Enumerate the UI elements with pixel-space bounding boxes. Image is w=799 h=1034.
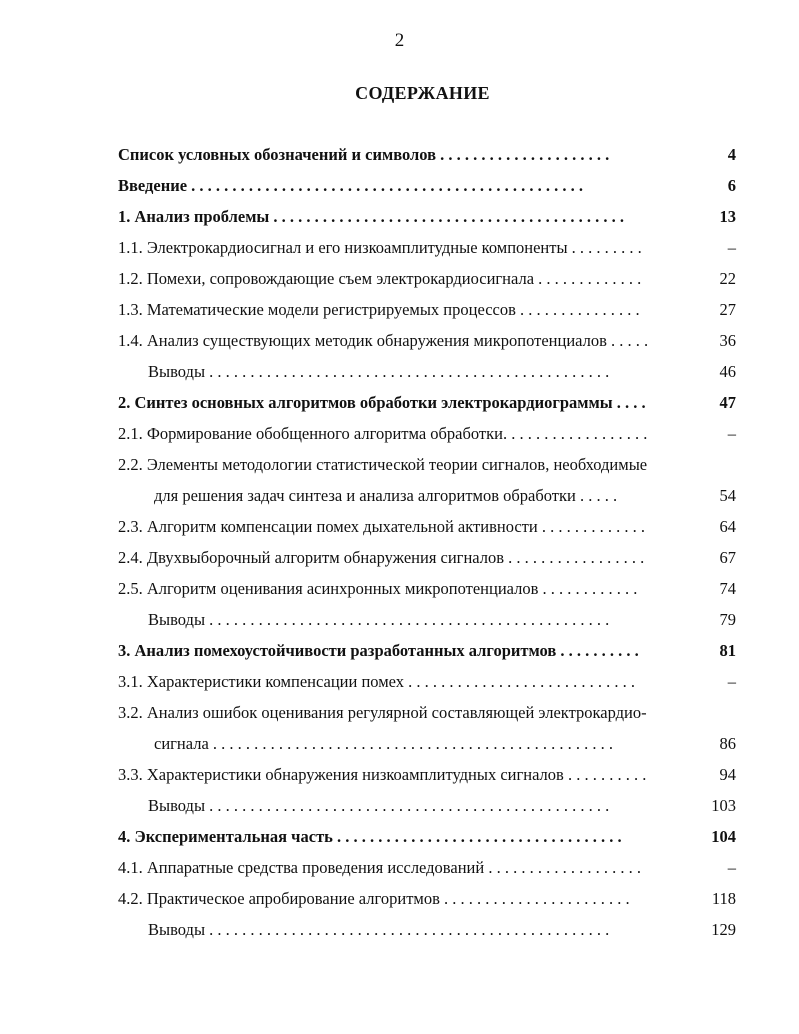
toc-row	[118, 543, 736, 574]
toc-entry-page: –	[727, 424, 736, 443]
toc-entry-page: 74	[719, 579, 736, 598]
toc-entry-page: 104	[711, 827, 736, 846]
toc-row	[118, 202, 736, 233]
toc-entry-page: –	[727, 238, 736, 257]
toc-entry-page: 46	[719, 362, 736, 381]
toc-entry-text: сигнала . . . . . . . . . . . . . . . . . . . . . . . . . . . . . . . . . . . . . . . . . . . . . . . . .	[154, 734, 614, 753]
toc-entry-text: 4.1. Аппаратные средства проведения исследований . . . . . . . . . . . . . . . . . . .	[118, 858, 641, 877]
document-title: СОДЕРЖАНИЕ	[355, 83, 490, 103]
toc-entry-page: 118	[711, 889, 736, 908]
toc-row	[118, 326, 736, 357]
toc-entry-text: 4.2. Практическое апробирование алгоритмов . . . . . . . . . . . . . . . . . . . . . . .	[118, 889, 630, 908]
toc-entry-text: 3.2. Анализ ошибок оценивания регулярной составляющей электрокардио-	[118, 703, 647, 722]
toc-row	[118, 667, 736, 698]
toc-row	[118, 388, 736, 419]
toc-row	[118, 605, 736, 636]
toc-row	[118, 357, 736, 388]
toc-row	[118, 140, 736, 171]
toc-entry-page: 6	[727, 176, 736, 195]
toc-entry-page: –	[727, 858, 736, 877]
toc-entry-page: 64	[719, 517, 736, 536]
toc-entry-page: 22	[719, 269, 736, 288]
toc-row	[118, 853, 736, 884]
toc-entry-page: 27	[719, 300, 736, 319]
toc-row	[118, 822, 736, 853]
toc-row	[118, 450, 736, 481]
toc-entry-text: 2. Синтез основных алгоритмов обработки электрокардиограммы . . . .	[118, 393, 646, 412]
toc-entry-page: 54	[719, 486, 736, 505]
toc-entry-text: 3. Анализ помехоустойчивости разработанных алгоритмов . . . . . . . . . .	[118, 641, 639, 660]
toc-row	[118, 698, 736, 729]
toc-row	[118, 636, 736, 667]
toc-row	[118, 419, 736, 450]
toc-entry-text: 1.2. Помехи, сопровождающие съем электрокардиосигнала . . . . . . . . . . . . .	[118, 269, 642, 288]
toc-entry-page: 67	[719, 548, 736, 567]
toc-row	[118, 574, 736, 605]
toc-entry-text: Выводы . . . . . . . . . . . . . . . . . . . . . . . . . . . . . . . . . . . . . . . . . . . . . . . . .	[148, 920, 610, 939]
toc-entry-page: 129	[711, 920, 736, 939]
toc-row	[118, 791, 736, 822]
toc-entry-page: 86	[719, 734, 736, 753]
toc-entry-text: Выводы . . . . . . . . . . . . . . . . . . . . . . . . . . . . . . . . . . . . . . . . . . . . . . . . .	[148, 796, 610, 815]
toc-row	[118, 481, 736, 512]
toc-entry-text: Выводы . . . . . . . . . . . . . . . . . . . . . . . . . . . . . . . . . . . . . . . . . . . . . . . . .	[148, 362, 610, 381]
toc-entry-page: 81	[719, 641, 736, 660]
toc-row	[118, 264, 736, 295]
toc-row	[118, 760, 736, 791]
toc-entry-page: 13	[719, 207, 736, 226]
toc-entry-page: 47	[719, 393, 736, 412]
page-number: 2	[394, 30, 405, 51]
toc-entry-text: 1.1. Электрокардиосигнал и его низкоамплитудные компоненты . . . . . . . . .	[118, 238, 642, 257]
toc-entry-page: 103	[711, 796, 736, 815]
toc-row	[118, 729, 736, 760]
toc-row	[118, 295, 736, 326]
toc-entry-text: 1.3. Математические модели регистрируемых процессов . . . . . . . . . . . . . . .	[118, 300, 640, 319]
toc-entry-page: 36	[719, 331, 736, 350]
toc-row	[118, 171, 736, 202]
toc-entry-page: 4	[727, 145, 736, 164]
toc-row	[118, 915, 736, 946]
toc-entry-page: 94	[719, 765, 736, 784]
toc-entry-text: 3.3. Характеристики обнаружения низкоамплитудных сигналов . . . . . . . . . .	[118, 765, 647, 784]
toc-entry-page: 79	[719, 610, 736, 629]
toc-entry-text: 4. Экспериментальная часть . . . . . . . . . . . . . . . . . . . . . . . . . . . . . . . . . . .	[118, 827, 622, 846]
toc-row	[118, 884, 736, 915]
toc-entry-text: для решения задач синтеза и анализа алгоритмов обработки . . . . .	[154, 486, 618, 505]
toc-entry-text: Выводы . . . . . . . . . . . . . . . . . . . . . . . . . . . . . . . . . . . . . . . . . . . . . . . . .	[148, 610, 610, 629]
toc-entry-text: 1. Анализ проблемы . . . . . . . . . . . . . . . . . . . . . . . . . . . . . . . . . . . . . . . . . . .	[118, 207, 625, 226]
table-of-contents	[118, 140, 736, 946]
toc-row	[118, 233, 736, 264]
toc-entry-text: 1.4. Анализ существующих методик обнаружения микропотенциалов . . . . .	[118, 331, 649, 350]
toc-entry-text: 2.1. Формирование обобщенного алгоритма обработки. . . . . . . . . . . . . . . . . .	[118, 424, 648, 443]
toc-entry-page: –	[727, 672, 736, 691]
toc-row	[118, 512, 736, 543]
toc-entry-text: Список условных обозначений и символов . . . . . . . . . . . . . . . . . . . . .	[118, 145, 610, 164]
toc-entry-text: 2.2. Элементы методологии статистической теории сигналов, необходимые	[118, 455, 648, 474]
toc-entry-text: 2.5. Алгоритм оценивания асинхронных микропотенциалов . . . . . . . . . . . .	[118, 579, 638, 598]
toc-entry-text: 2.3. Алгоритм компенсации помех дыхательной активности . . . . . . . . . . . . .	[118, 517, 645, 536]
toc-entry-text: Введение . . . . . . . . . . . . . . . . . . . . . . . . . . . . . . . . . . . . . . . . . . . . . . . .	[118, 176, 584, 195]
toc-entry-text: 2.4. Двухвыборочный алгоритм обнаружения сигналов . . . . . . . . . . . . . . . . .	[118, 548, 645, 567]
toc-entry-text: 3.1. Характеристики компенсации помех . . . . . . . . . . . . . . . . . . . . . . . . . . . .	[118, 672, 636, 691]
